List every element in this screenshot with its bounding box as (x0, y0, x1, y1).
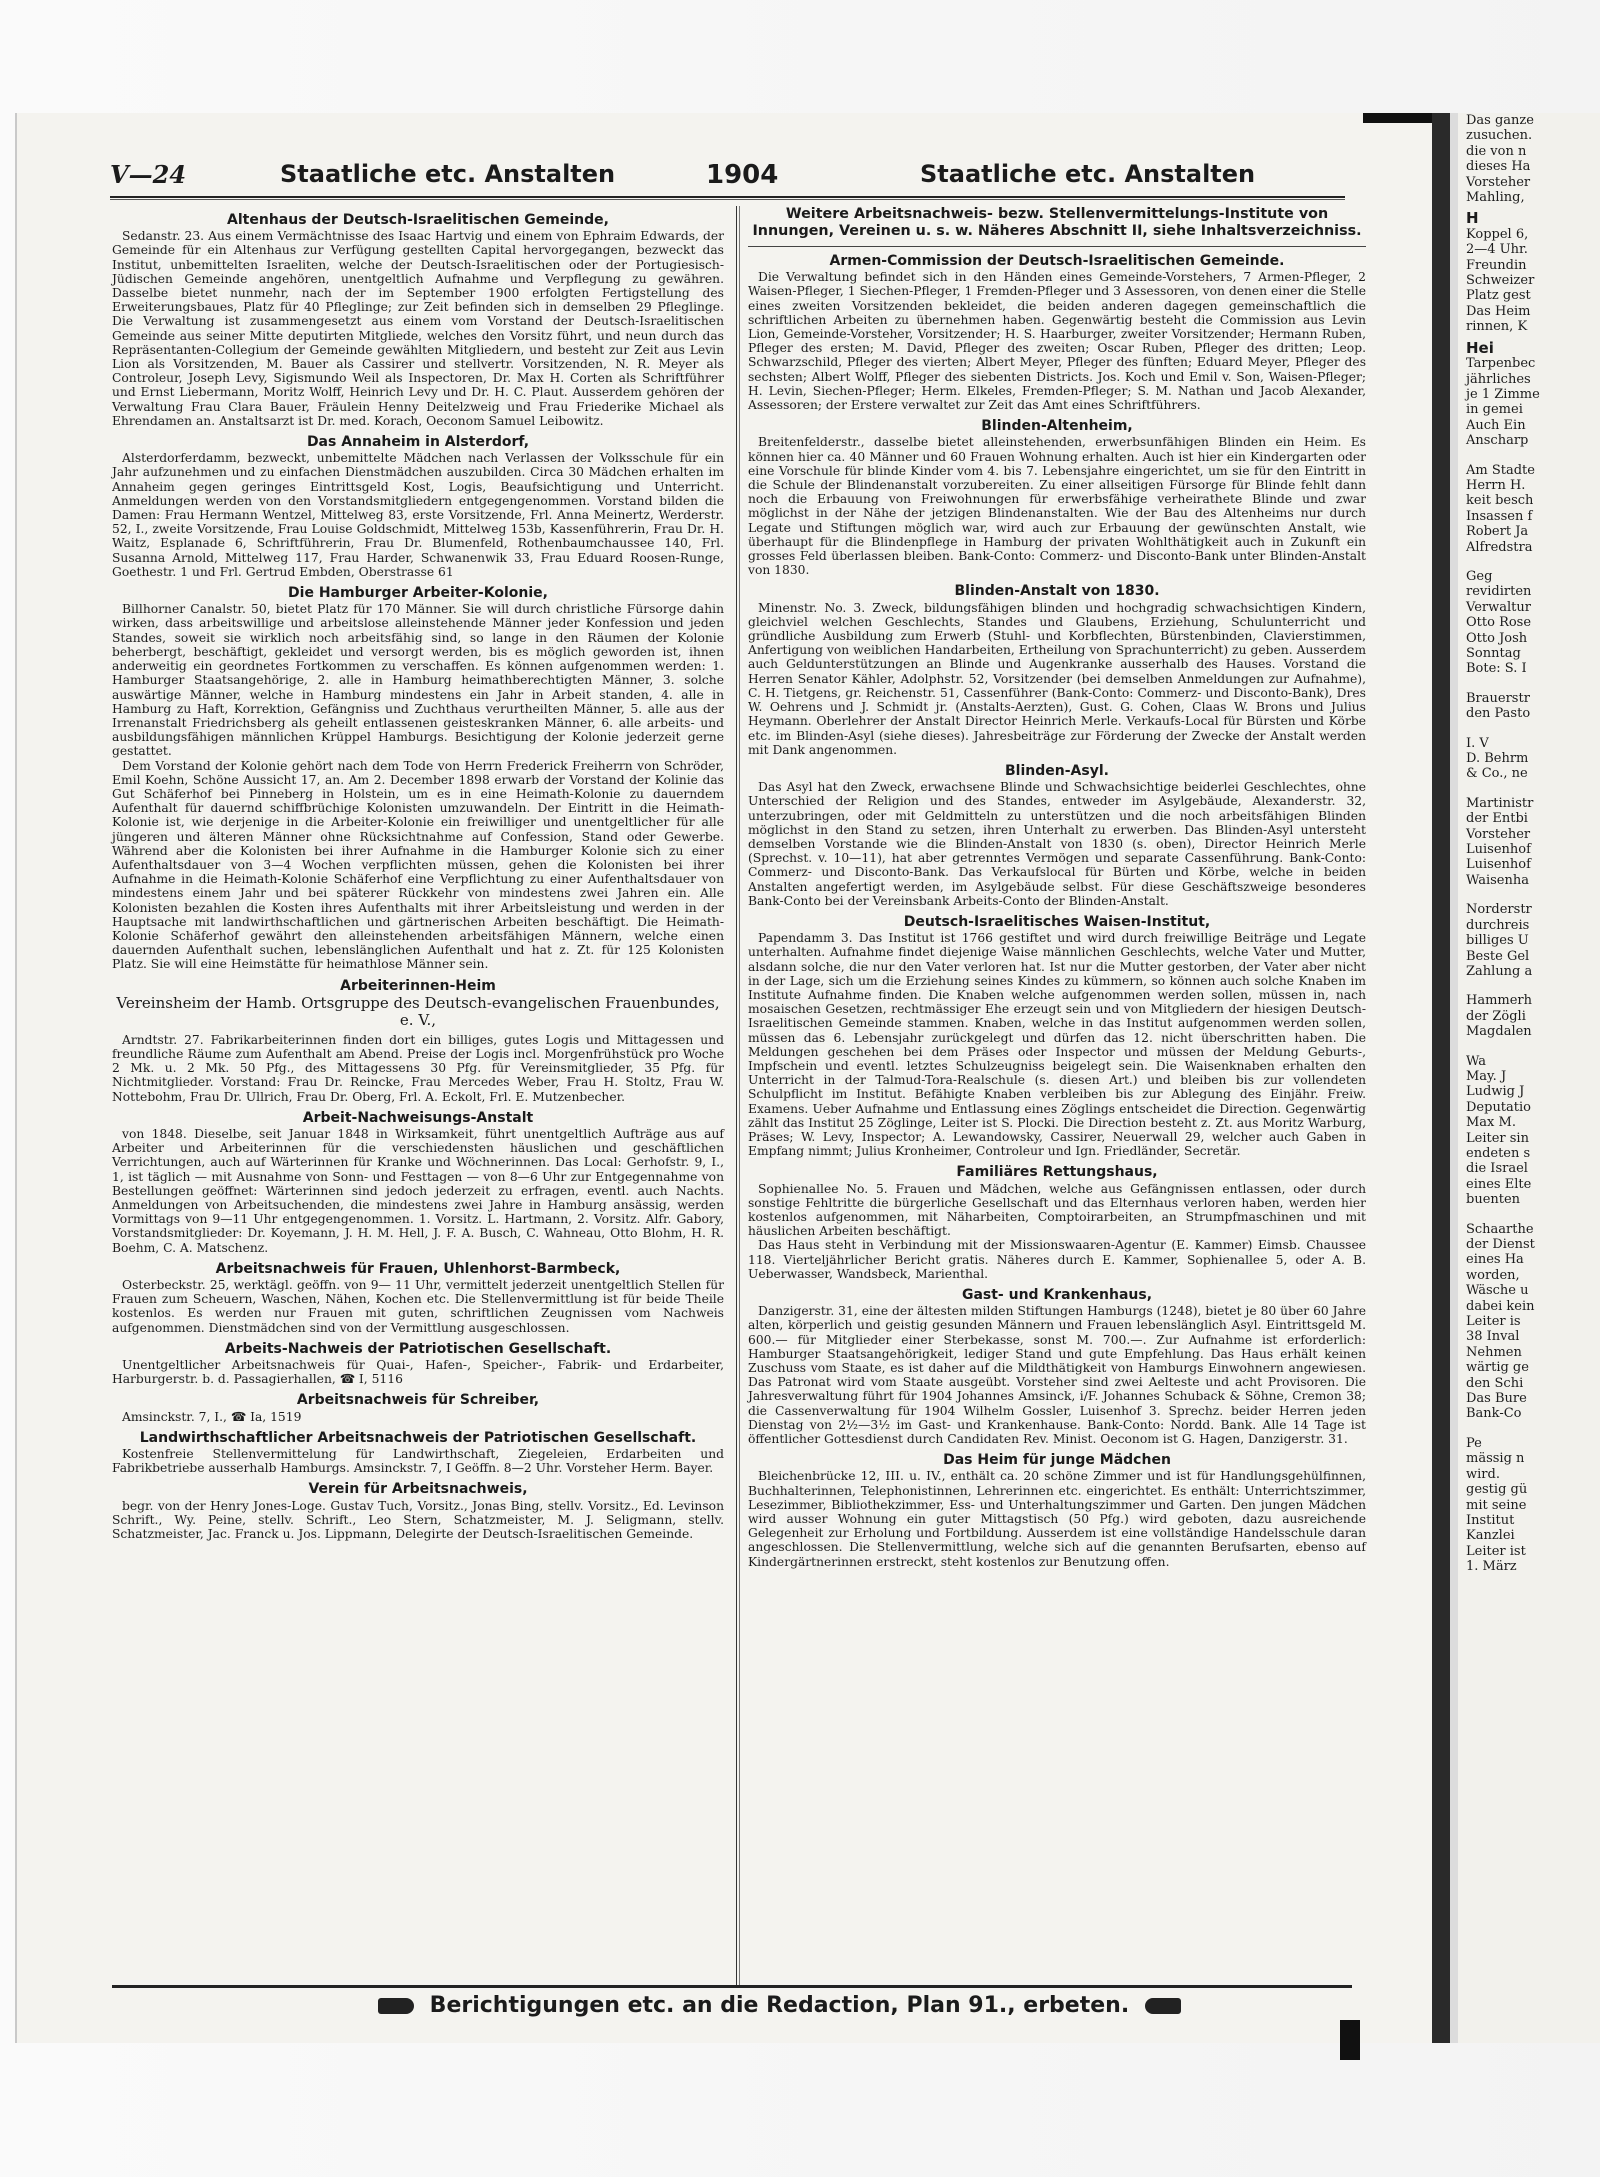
adjacent-page-line: buenten (1466, 1192, 1521, 1208)
section-title: Die Hamburger Arbeiter-Kolonie, (288, 585, 548, 602)
section-body: begr. von der Henry Jones-Loge. Gustav Tuch, Vorsitz., Jonas Bing, stellv. Vorsitz., Ed. Levinson Schrift., Wy. Peine, stellv. Schrift., Leo Stern, Schatzmeister, M. J. Seligmann, stellv. Schatzmeister, Jac. Franck u. Jos. Lippmann, Delegirte der Deutsch-Israelitischen Gemeinde. (112, 1498, 724, 1542)
section (112, 979, 724, 1104)
adjacent-page-line: Institut (1466, 1512, 1515, 1528)
adjacent-page-line: mässig n (1466, 1451, 1525, 1467)
adjacent-page-line: Das Bure (1466, 1391, 1527, 1407)
fragment-gap (1458, 979, 1600, 993)
section-body: Dem Vorstand der Kolonie gehört nach dem Tode von Herrn Frederick Freiherrn von Schröder, Emil Koehn, Schöne Aussicht 17, an. Am 2. December 1898 erwarb der Vorstand der Kolinie das Gut Schäferhof bei Pinneberg in Holstein, um es in eine Heimath-Kolonie zu dauerndem Aufenthalt für dauernd schiffbrüchige Kolonisten umzuwandeln. Der Eintritt in die Heimath-Kolonie ist, wie derjenige in die Arbeiter-Kolonie ein freiwilliger und unentgeltlicher für alle jüngeren und älteren Männer ohne Rücksichtnahme auf Confession, Stand oder Gewerbe. Während aber die Kolonisten bei ihrer Aufnahme in die Hamburger Kolonie sich zu einer Aufenthaltsdauer von 3—4 Wochen verpflichten müssen, gehen die Kolonisten bei ihrer Aufnahme in die Heimath-Kolonie Schäferhof eine Verpflichtung zu einer Aufenthaltsdauer von mindestens einem Jahr und bei späterer Rückkehr von mindestens zwei Jahren ein. Alle Kolonisten bezahlen die Kosten ihres Aufenthalts mit ihrer Arbeitsleistung und werden in der Hauptsache mit landwirthschaftlichen und gärtnerischen Arbeiten beschäftigt. Die Heimath-Kolonie Schäferhof gewährt den alleinstehenden arbeitsfähigen Männern, welche einen dauernden Aufenthalt suchen, lebenslänglichen Aufenthalt und hat z. Zt. für 125 Kolonisten Platz. Sie will eine Heimstätte für heimathlose Männer sein. (112, 758, 724, 972)
adjacent-page-line: Martinistr (1466, 795, 1534, 811)
adjacent-page-line: der Entbi (1466, 811, 1528, 827)
adjacent-page-line: Wa (1466, 1053, 1486, 1069)
adjacent-page-line: Das ganze (1466, 113, 1534, 128)
section (112, 1262, 724, 1335)
adjacent-page-line: Deputatio (1466, 1099, 1531, 1115)
header-rule-thin (110, 199, 1345, 200)
page-number: V—24 (110, 160, 187, 189)
adjacent-page-line: Schaarthe (1466, 1221, 1534, 1237)
adjacent-page-line: dabei kein (1466, 1298, 1535, 1314)
adjacent-page-line: D. Behrm (1466, 751, 1529, 767)
section-title: Arbeitsnachweis für Schreiber, (296, 1392, 540, 1409)
section-title: Blinden-Altenheim, (981, 418, 1133, 435)
adjacent-page-line: zusuchen. (1466, 128, 1533, 144)
adjacent-page-line: Verwaltur (1466, 599, 1531, 615)
adjacent-page-line: die von n (1466, 143, 1527, 159)
adjacent-page-line: Freundin (1466, 257, 1527, 273)
section-title: Armen-Commission der Deutsch-Israelitischen Gemeinde. (829, 253, 1285, 269)
adjacent-page-line: 1. März (1466, 1559, 1517, 1575)
notice-rule (748, 246, 1366, 247)
section (748, 915, 1366, 1158)
adjacent-page-line: in gemei (1466, 402, 1523, 418)
footer-text: Berichtigungen etc. an die Redaction, Plan 91., erbeten. (429, 1993, 1130, 2018)
section-title: Deutsch-Israelitisches Waisen-Institut, (903, 913, 1211, 930)
section-body: Papendamm 3. Das Institut ist 1766 gestiftet und wird durch freiwillige Beiträge und Legate unterhalten. Aufnahme findet diejenige Waise männlichen Geschlechts, welche Vater und Mutter, alsdann solche, die nur den Vater verloren hat. Ist nur die Mutter gestorben, der Vater aber nicht in der Lage, sich um die Erziehung seines Kindes zu kümmern, so können auch solche Knaben im Institute Aufnahme finden. Die Knaben welche aufgenommen werden sollen, müssen in, nach mosaischen Gesetzen, rechtmässiger Ehe erzeugt sein und von Mitgliedern der hiesigen Deutsch-Israelitischen Gemeinde stammen. Knaben, welche in das Institut aufgenommen werden sollen, müssen das 6. Lebensjahr zurückgelegt und dürfen das 12. nicht überschritten haben. Die Meldungen geschehen bei dem Präses oder Inspector und müssen der Meldung Geburts-, Impfschein und eventl. letztes Schulzeugniss beigelegt sein. Die Waisenknaben erhalten den Unterricht in der Talmud-Tora-Realschule (s. diesen Art.) und bleiben bis zur vollendeten Schulpflicht im Institut. Befähigte Knaben verbleiben bis zur Ablegung des Einjähr. Freiw. Examens. Ueber Aufnahme und Entlassung eines Zöglings entscheidet die Direction. Gegenwärtig zählt das Institut 25 Zöglinge, Leiter ist S. Plocki. Die Direction besteht z. Zt. aus Moritz Warburg, Präses; W. Levy, Inspector; A. Lewandowsky, Cassirer, Neuerwall 29, welcher auch Gaben in Empfang nimmt; Julius Kronheimer, Controleur und Ign. Friedländer, Secretär. (748, 931, 1366, 1159)
section-title: Familiäres Rettungshaus, (956, 1164, 1158, 1181)
binding-edge-bottom (1340, 2020, 1360, 2060)
footer-notice (370, 1993, 1189, 2018)
adjacent-page-line: Nehmen (1466, 1344, 1522, 1360)
section (748, 764, 1366, 908)
adjacent-page-line: Mahling, (1466, 190, 1525, 206)
pointing-hand-icon (378, 1998, 414, 2014)
section-body: Bleichenbrücke 12, III. u. IV., enthält ca. 20 schöne Zimmer und ist für Handlungsgehülfinnen, Buchhalterinnen, Telephonistinnen, Lehrerinnen etc. eingerichtet. Es enthält: Unterrichtszimmer, Lesezimmer, Bibliothekzimmer, Ess- und Unterhaltungszimmer und Garten. Den jungen Mädchen wird ausser Wohnung ein guter Mittagstisch (50 Pfg.) wird geboten, dazu ausreichende Gelegenheit zur Erholung und Fortbildung. Ausserdem ist eine vollständige Handelsschule daran angeschlossen. Die Stellenvermittlung, welche sich auf die genannten Berufsarten, ebenso auf Kindergärtnerinnen erstreckt, steht kostenlos zur Benutzung offen. (748, 1469, 1366, 1569)
adjacent-page-line: Auch Ein (1466, 417, 1526, 433)
section-title: Das Annaheim in Alsterdorf, (306, 434, 530, 451)
adjacent-page-line: Am Stadte (1466, 462, 1535, 478)
section (112, 435, 724, 579)
adjacent-page-line: 2—4 Uhr. (1466, 242, 1528, 258)
adjacent-page-line: Geg (1466, 568, 1493, 584)
adjacent-page-line: Tarpenbec (1466, 356, 1536, 372)
section (748, 1288, 1366, 1446)
header-left-title: Staatliche etc. Anstalten (280, 160, 616, 188)
fragment-gap (1458, 677, 1600, 691)
fragment-gap (1458, 722, 1600, 736)
adjacent-page-line: Luisenhof (1466, 857, 1531, 873)
adjacent-page-line: Schweizer (1466, 273, 1535, 289)
section-subtitle: Vereinsheim der Hamb. Ortsgruppe des Deutsch-evangelischen Frauenbundes, e. V., (116, 993, 720, 1029)
left-column (112, 206, 724, 1541)
adjacent-page-line: Anscharp (1466, 433, 1529, 449)
section-body: Osterbeckstr. 25, werktägl. geöffn. von 9— 11 Uhr, vermittelt jederzeit unentgeltlich Stellen für Frauen zum Scheuern, Waschen, Nähen, Kochen etc. Die Stellenvermittlung ist für beide Theile kostenlos. Es werden nur Frauen mit guten, schriftlichen Zeugnissen vom Nachweis aufgenommen. Dienstmädchen sind von der Vermittlung ausgeschlossen. (112, 1278, 724, 1335)
section-title: Das Heim für junge Mädchen (943, 1452, 1171, 1469)
section-title: Arbeiterinnen-Heim (340, 977, 496, 994)
binding-edge-top (1363, 113, 1433, 123)
adjacent-page-line: Insassen f (1466, 508, 1533, 524)
adjacent-page-line: Hammerh (1466, 993, 1533, 1009)
section-body: Unentgeltlicher Arbeitsnachweis für Quai-, Hafen-, Speicher-, Fabrik- und Erdarbeiter, Harburgerstr. b. d. Passagierhallen, ☎ I, 5116 (112, 1358, 724, 1387)
fragment-gap (1458, 888, 1600, 902)
fragment-gap (1458, 1422, 1600, 1436)
adjacent-page-line: den Schi (1466, 1375, 1524, 1391)
adjacent-page-line: Zahlung a (1466, 963, 1533, 979)
section-body: Das Asyl hat den Zweck, erwachsene Blinde und Schwachsichtige beiderlei Geschlechtes, ohne Unterschied der Religion und des Standes, entweder im Asylgebäude, Alexanderstr. 32, unterzubringen, oder mit Geldmitteln zu unterstützen und die noch arbeitsfähigen Blinden möglichst in den Stand zu setzen, ihren Unterhalt zu erwerben. Das Blinden-Asyl untersteht demselben Vorstande wie die Blinden-Anstalt von 1830 (s. oben), Director Heinrich Merle (Sprechst. v. 10—11), hat aber getrenntes Vermögen und separate Cassenführung. Bank-Conto: Commerz- und Disconto-Bank. Das Verkaufslocal für Bürten und Körbe, welche in beiden Anstalten angefertigt werden, im Asylgebäude selbst. Für diese Geschäftszweige besonderes Bank-Conto bei der Vereinsbank Arbeits-Conto der Blinden-Anstalt. (748, 780, 1366, 908)
adjacent-page-line: Koppel 6, (1466, 226, 1529, 242)
adjacent-page-line: revidirten (1466, 584, 1532, 600)
page-header (110, 160, 1256, 196)
fragment-gap (1458, 555, 1600, 569)
adjacent-page-line: gestig gü (1466, 1482, 1528, 1498)
adjacent-page-line: Vorsteher (1466, 826, 1531, 842)
adjacent-page-line: & Co., ne (1466, 766, 1528, 782)
pointing-hand-icon-right (1145, 1998, 1181, 2014)
adjacent-page-line: Bote: S. I (1466, 661, 1527, 677)
section-body: Die Verwaltung befindet sich in den Händen eines Gemeinde-Vorstehers, 7 Armen-Pfleger, 2 Waisen-Pfleger, 1 Siechen-Pfleger, 1 Fremden-Pfleger und 3 Assessoren, von denen einer die Stelle eines zweiten Vorsitzenden bekleidet, die beiden anderen dagegen gemeinschaftlich die schriftlichen Arbeiten zu übernehmen haben. Gegenwärtig besteht die Commission aus Levin Lion, Gemeinde-Vorsteher, Vorsitzender; H. S. Haarburger, zweiter Vorsitzender; Hermann Ruben, Pfleger des ersten; M. David, Pfleger des zweiten; Oscar Ruben, Pfleger des dritten; Leop. Schwarzschild, Pfleger des vierten; Albert Meyer, Pfleger des fünften; Eduard Meyer, Pfleger des sechsten; Albert Wolff, Pfleger des siebenten Districts. Jos. Koch und Emil v. Son, Waisen-Pfleger; H. Levin, Siechen-Pfleger; Herm. Elkeles, Fremden-Pfleger; S. M. Nathan und Jacob Alexander, Assessoren; der Erstere verwaltet zur Zeit das Amt eines Schriftführers. (748, 270, 1366, 413)
adjacent-page-line: die Israel (1466, 1161, 1528, 1177)
section-body: Danzigerstr. 31, eine der ältesten milden Stiftungen Hamburgs (1248), bietet je 80 über 60 Jahre alten, körperlich und geistig gesunden Männern und Frauen lebenslänglich Asyl. Eintrittsgeld M. 600.— für Mitglieder einer Sterbekasse, sonst M. 700.—. Zur Aufnahme ist erforderlich: Hamburger Staatsangehörigkeit, lediger Stand und gute Empfehlung. Das Haus erhält keinen Zuschuss vom Staate, es ist daher auf die Mildthätigkeit von Hamburgs Einwohnern angewiesen. Das Patronat wird vom Staate ausgeübt. Vorsteher sind zwei Aelteste und acht Provisoren. Die Jahresverwaltung führt für 1904 Johannes Amsinck, i/F. Johannes Schuback & Söhne, Cremon 38; die Cassenverwaltung für 1904 Wilhelm Gossler, Luisenhof 3. Sprechz. beider Herren jeden Dienstag von 2½—3½ im Gast- und Krankenhause. Bank-Conto: Nordd. Bank. Alle 14 Tage ist öffentlicher Gottesdienst durch Candidaten Rev. Minist. Oeconom ist G. Hagen, Danzigerstr. 31. (748, 1304, 1366, 1447)
adjacent-page-line: endeten s (1466, 1145, 1531, 1161)
adjacent-page-line: dieses Ha (1466, 159, 1531, 175)
column-divider-thin (739, 206, 740, 1986)
section (748, 419, 1366, 577)
header-right-title: Staatliche etc. Anstalten (920, 160, 1256, 188)
adjacent-page-line: worden, (1466, 1267, 1520, 1283)
section (112, 1111, 724, 1255)
right-column (748, 206, 1366, 1569)
adjacent-page-line: Leiter ist (1466, 1543, 1526, 1559)
adjacent-page-line: Sonntag (1466, 646, 1521, 661)
adjacent-page-line: keit besch (1466, 493, 1534, 509)
section (748, 254, 1366, 412)
adjacent-page-line: eines Elte (1466, 1176, 1532, 1192)
section-body: Arndtstr. 27. Fabrikarbeiterinnen finden dort ein billiges, gutes Logis und Mittagessen und freundliche Räume zum Aufenthalt am Abend. Preise der Logis incl. Morgenfrühstück pro Woche 2 Mk. u. 2 Mk. 50 Pfg., des Mittagessens 30 Pfg. für Vereinsmitglieder, 35 Pfg. für Nichtmitglieder. Vorstand: Frau Dr. Reincke, Frau Mercedes Weber, Frau H. Stoltz, Frau W. Nottebohm, Frau Dr. Ullrich, Frau Dr. Oberg, Frl. A. Eckolt, Frl. E. Mutzenbecher. (112, 1032, 724, 1104)
section-body: Minenstr. No. 3. Zweck, bildungsfähigen blinden und hochgradig schwachsichtigen Kindern, gleichviel welchen Geschlechts, Standes und Glaubens, Erziehung, Schulunterricht und gründliche Ausbildung zum Erwerb (Stuhl- und Korbflechten, Bürstenbinden, Clavierstimmen, Anfertigung von weiblichen Handarbeiten, Ertheilung von Sprachunterricht) zu geben. Ausserdem auch Geldunterstützungen an Blinde und Augenkranke ausserhalb des Hauses. Vorstand die Herren Senator Kähler, Adolphstr. 52, Vorsitzender (bei demselben Anmeldungen zur Aufnahme), C. H. Tietgens, gr. Reichenstr. 51, Cassenführer (Bank-Conto: Commerz- und Disconto-Bank), Dres W. Oehrens und J. Schmidt jr. (Anstalts-Aerzten), Gust. G. Cohen, Claas W. Brons und Julius Heymann. Oberlehrer der Anstalt Director Heinrich Merle. Verkaufs-Local für Bürsten und Körbe etc. im Blinden-Asyl (siehe dieses). Jahresbeiträge zur Förderung der Zwecke der Anstalt werden mit Dank angenommen. (748, 600, 1366, 757)
binding-spine (1432, 113, 1450, 2043)
adjacent-page-line: jährliches (1466, 371, 1531, 387)
adjacent-page-line: billiges U (1466, 933, 1529, 949)
adjacent-page-line: mit seine (1466, 1497, 1527, 1513)
section (112, 1342, 724, 1387)
adjacent-page-line: Das Heim (1466, 303, 1531, 319)
column-divider (736, 206, 737, 1986)
adjacent-page-line: wärtig ge (1466, 1360, 1529, 1376)
section-body: Das Haus steht in Verbindung mit der Missionswaaren-Agentur (E. Kammer) Eimsb. Chaussee 118. Vierteljährlicher Bericht gratis. Näheres durch E. Kammer, Sophienallee 5, oder A. B. Ueberwasser, Wandsbeck, Marienthal. (748, 1238, 1366, 1281)
adjacent-page-line: Wäsche u (1466, 1283, 1529, 1299)
adjacent-page-line: H (1466, 209, 1479, 228)
fragment-gap (1458, 782, 1600, 796)
section-title: Arbeitsnachweis für Frauen, Uhlenhorst-Barmbeck, (215, 1260, 621, 1277)
footer-rule (112, 1985, 1352, 1988)
adjacent-page-line: Norderstr (1466, 902, 1532, 918)
right-column-notice: Weitere Arbeitsnachweis- bezw. Stellenvermittelungs-Institute von Innungen, Vereinen u. s. w. Näheres Abschnitt II, siehe Inhaltsverzeichniss. (752, 206, 1362, 239)
header-rule (110, 196, 1345, 198)
section-title: Blinden-Anstalt von 1830. (954, 583, 1160, 600)
section-body: von 1848. Dieselbe, seit Januar 1848 in Wirksamkeit, führt unentgeltlich Aufträge aus auf Arbeiter und Arbeiterinnen für die verschiedensten häuslichen und geschäftlichen Verrichtungen, auch auf Wärterinnen für Kranke und Wöchnerinnen. Das Local: Gerhofstr. 9, I., 1, ist täglich — mit Ausnahme von Sonn- und Festtagen — von 8—6 Uhr zur Entgegennahme von Bestellungen geöffnet: Wärterinnen sind jedoch jederzeit zu erfragen, eventl. auch Nachts. Anmeldungen von Arbeitsuchenden, die mindestens zwei Jahre in Hamburg ansässig, werden Vormittags von 9—11 Uhr entgegengenommen. 1. Vorsitz. L. Hartmann, 2. Vorsitz. Alfr. Gabory, Vorstandsmitglieder: Dr. Koyemann, J. H. M. Hell, J. F. A. Busch, C. Wahneau, Otto Blohm, H. R. Boehm, C. A. Matschenz. (112, 1126, 724, 1255)
adjacent-page-line: Platz gest (1466, 288, 1531, 304)
adjacent-page-line: Luisenhof (1466, 842, 1531, 858)
adjacent-page-line: durchreis (1466, 917, 1530, 933)
adjacent-page-line: Robert Ja (1466, 524, 1529, 540)
adjacent-page-line: den Pasto (1466, 706, 1531, 722)
section-title: Arbeits-Nachweis der Patriotischen Gesellschaft. (224, 1340, 612, 1357)
section (112, 1482, 724, 1541)
section (748, 1453, 1366, 1569)
section (112, 1431, 724, 1476)
adjacent-page-line: Magdalen (1466, 1024, 1532, 1040)
adjacent-page-line: der Zögli (1466, 1008, 1526, 1024)
adjacent-page-line: Vorsteher (1466, 174, 1531, 190)
section-title: Blinden-Asyl. (1005, 762, 1109, 779)
section-body: Amsinckstr. 7, I., ☎ Ia, 1519 (122, 1409, 302, 1424)
adjacent-page-line: Alfredstra (1466, 539, 1533, 555)
adjacent-page-line: Pe (1466, 1435, 1482, 1451)
section-title: Landwirthschaftlicher Arbeitsnachweis der Patriotischen Gesellschaft. (139, 1429, 697, 1446)
adjacent-page-line: Otto Rose (1466, 615, 1532, 631)
adjacent-page-line: eines Ha (1466, 1252, 1524, 1268)
adjacent-page-line: je 1 Zimme (1466, 386, 1540, 402)
fragment-gap (1458, 1208, 1600, 1222)
adjacent-page-line: I. V (1466, 735, 1489, 751)
adjacent-page-line: Waisenha (1466, 872, 1530, 888)
fragment-gap (1458, 449, 1600, 463)
section-body: Breitenfelderstr., dasselbe bietet alleinstehenden, erwerbsunfähigen Blinden ein Heim. Es können hier ca. 40 Männer und 60 Frauen Wohnung erhalten. Auch ist hier ein Kindergarten oder eine Vorschule für blinde Kinder vom 4. bis 7. Lebensjahre eingerichtet, um sie für den Eintritt in die Schule der Blindenanstalt vorzubereiten. Zu einer allseitigen Fürsorge für Blinde fehlt dann noch die Erbauung von Freiwohnungen für erwerbsfähige verheirathete Blinde und zwar möglichst in der Nähe der jetzigen Blindenanstalten. Wie der Bau des Altenheims nur durch Legate und Stiftungen möglich war, wird auch zur Erbauung der gewünschten Anstalt, wie überhaupt für die Blindenpflege in Hamburg der privaten Wohlthätigkeit auch in Zukunft ein grosses Feld überlassen bleiben. Bank-Conto: Commerz- und Disconto-Bank unter Blinden-Anstalt von 1830. (748, 435, 1366, 578)
section (112, 586, 724, 971)
header-year: 1904 (706, 160, 779, 190)
adjacent-page-line: Herrn H. (1466, 477, 1526, 493)
section-title: Arbeit-Nachweisungs-Anstalt (302, 1109, 534, 1126)
section-title: Verein für Arbeitsnachweis, (308, 1481, 528, 1498)
adjacent-page-line: Leiter sin (1466, 1130, 1529, 1146)
adjacent-page-line: Max M. (1466, 1115, 1516, 1131)
section (112, 1393, 724, 1423)
section-body: Billhorner Canalstr. 50, bietet Platz für 170 Männer. Sie will durch christliche Fürsorge dahin wirken, dass arbeitswillige und arbeitslose alleinstehende Männer jeder Konfession und jeden Standes, soweit sie wirklich noch arbeitsfähig sind, so lange in den Räumen der Kolonie beherbergt, beschäftigt, gekleidet und versorgt werden, bis es möglich geworden ist, ihnen anderweitig ein geordnetes Fortkommen zu verschaffen. Es können aufgenommen werden: 1. Hamburger Staatsangehörige, 2. alle in Hamburg heimathberechtigten Männer, 3. solche auswärtige Männer, welche in Hamburg mindestens ein Jahr in Arbeit standen, 4. alle in Hamburg zu Haft, Korrektion, Gefängniss und Zuchthaus verurtheilten Männer, 5. alle aus der Irrenanstalt Friedrichsberg als geheilt entlassenen geisteskranken Männer, 6. alle arbeits- und ausbildungsfähigen männlichen Krüppel Hamburgs. Besichtigung der Kolonie jederzeit gerne gestattet. (112, 602, 724, 759)
adjacent-page-line: Beste Gel (1466, 948, 1530, 964)
adjacent-page-line: 38 Inval (1466, 1329, 1520, 1345)
adjacent-page-line: Hei (1466, 338, 1494, 357)
section (112, 213, 724, 428)
adjacent-page-line: Otto Josh (1466, 630, 1528, 646)
section-title: Gast- und Krankenhaus, (961, 1287, 1153, 1304)
adjacent-page-line: May. J (1466, 1068, 1507, 1084)
section-body: Alsterdorferdamm, bezweckt, unbemittelte Mädchen nach Verlassen der Volksschule für ein Jahr aufzunehmen und zu einfachen Dienstmädchen auszubilden. Circa 30 Mädchen erhalten im Annaheim gegen geringes Eintrittsgeld Kost, Logis, Beaufsichtigung und Unterricht. Anmeldungen werden von den Vorstandsmitgliedern entgegengenommen. Vorstand bilden die Damen: Frau Hermann Wentzel, Mittelweg 83, erste Vorsitzende, Frl. Anna Meinertz, Werderstr. 52, I., zweite Vorsitzende, Frau Louise Goldschmidt, Mittelweg 153b, Kassenführerin, Frau Dr. H. Waitz, Esplanade 6, Schriftführerin, Frau Dr. Blumenfeld, Rothenbaumchaussee 140, Frl. Susanna Arnold, Mittelweg 117, Frau Harder, Schwanenwik 33, Frau Eduard Roosen-Runge, Goethestr. 1 und Frl. Gertrud Embden, Oberstrasse 61 (112, 451, 724, 579)
adjacent-page-line: wird. (1466, 1466, 1500, 1482)
section-body: Sophienallee No. 5. Frauen und Mädchen, welche aus Gefängnissen entlassen, oder durch sonstige Fehltritte die bürgerliche Gesellschaft und das Elternhaus verloren haben, werden hier kostenlos aufgenommen, mit Näharbeiten, Comptoirarbeiten, an Strumpfmaschinen und mit häuslichen Arbeiten beschäftigt. (748, 1181, 1366, 1239)
adjacent-page-line: Ludwig J (1466, 1084, 1525, 1100)
section (748, 584, 1366, 756)
adjacent-page-line: der Dienst (1466, 1237, 1535, 1252)
section-body: Sedanstr. 23. Aus einem Vermächtnisse des Isaac Hartvig und einem von Ephraim Edwards, der Gemeinde für ein Altenhaus zur Verfügung gestellten Capital hervorgegangen, bezweckt das Institut, unbemittelten Israeliten, welche der Deutsch-Israelitischen oder der Portugiesisch-Jüdischen Gemeinde angehören, unentgeltlich Aufnahme und Verpflegung zu gewähren. Dasselbe bietet nunmehr, nach der im September 1900 erfolgten Fertigstellung des Erweiterungsbaues, Platz für 40 Pfleglinge; zur Zeit befinden sich in demselben 29 Pfleglinge. Die Verwaltung ist zusammengesetzt aus einem vom Vorstand der Deutsch-Israelitischen Gemeinde aus seiner Mitte deputirten Mitgliede, welches den Vorsitz führt, und neun durch das Repräsentanten-Collegium der Gemeinde gewählten Mitgliedern, und besteht zur Zeit aus Levin Lion als Vorsitzenden, M. Bauer als Cassirer und stellvertr. Vorsitzenden, N. R. Meyer als Controleur, Joseph Levy, Sigismundo Weil als Inspectoren, Dr. Max H. Corten als Schriftführer und Ernst Liebermann, Moritz Wolff, Heinrich Levy und Dr. H. C. Plaut. Ausserdem gehören der Verwaltung Frau Clara Bauer, Fräulein Henny Deitelzweig und Frau Friederike Michael als Ehrendamen an. Anstaltsarzt ist Dr. med. Korach, Oeconom Samuel Leibowitz. (112, 229, 724, 428)
binding-gap (1450, 113, 1458, 2043)
section-body: Kostenfreie Stellenvermittelung für Landwirthschaft, Ziegeleien, Erdarbeiten und Fabrikbetriebe ausserhalb Hamburgs. Amsinckstr. 7, I Geöffn. 8—2 Uhr. Vorsteher Herm. Bayer. (112, 1447, 724, 1476)
section (748, 1165, 1366, 1281)
adjacent-page-line: Brauerstr (1466, 690, 1530, 706)
section-title: Altenhaus der Deutsch-Israelitischen Gemeinde, (227, 212, 609, 228)
adjacent-page-line: Bank-Co (1466, 1406, 1522, 1422)
fragment-gap (1458, 1040, 1600, 1054)
adjacent-page-line: Leiter is (1466, 1314, 1521, 1330)
adjacent-page-line: rinnen, K (1466, 319, 1528, 335)
adjacent-page-fragment (1458, 113, 1600, 2043)
adjacent-page-line: Kanzlei (1466, 1528, 1515, 1544)
